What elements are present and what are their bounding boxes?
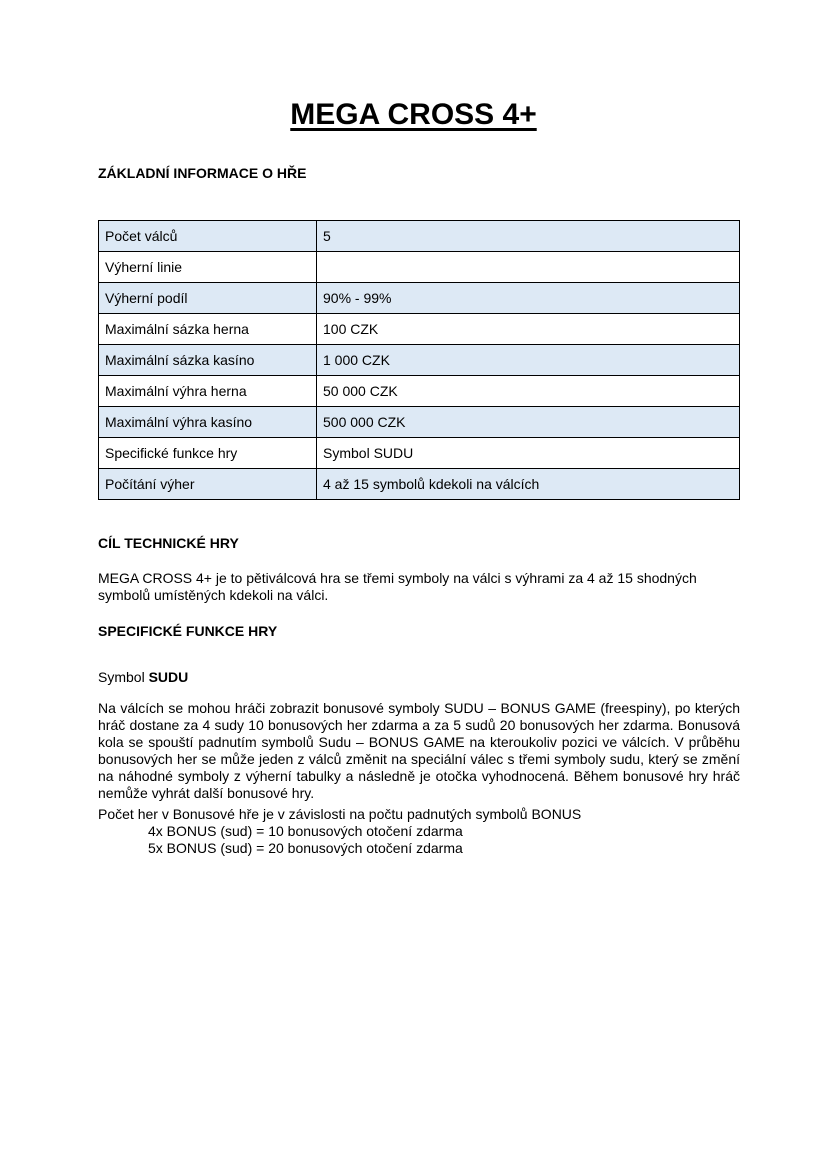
features-paragraph: Na válcích se mohou hráči zobrazit bonusové symboly SUDU – BONUS GAME (freespiny), po kterých hráč dostane za 4 sudy 10 bonusových her zdarma a za 5 sudů 20 bonusových her zdarma. Bonusová kola se spouští padnutím symbolů Sudu – BONUS GAME na kteroukoliv pozici ve válcích. V průběhu bonusových her se může jeden z válců změnit na speciální válec s třemi symboly sudu, který se změní na náhodné symboly z výherní tabulky a následně je otočka vyhodnocená. Během bonusové hry hráč nemůže vyhrát další bonusové hry.	[98, 700, 740, 801]
table-row	[99, 469, 740, 500]
row-value: 50 000 CZK	[317, 376, 740, 407]
row-value: 4 až 15 symbolů kdekoli na válcích	[317, 469, 740, 500]
bonus-rule: 5x BONUS (sud) = 20 bonusových otočení zdarma	[148, 840, 463, 856]
row-label: Specifické funkce hry	[99, 438, 317, 469]
table-row	[99, 438, 740, 469]
row-value: 100 CZK	[317, 314, 740, 345]
row-label: Maximální sázka herna	[99, 314, 317, 345]
bonus-rule: 4x BONUS (sud) = 10 bonusových otočení zdarma	[148, 823, 463, 839]
goal-paragraph: MEGA CROSS 4+ je to pětiválcová hra se třemi symboly na válci s výhrami za 4 až 15 shodných symbolů umístěných kdekoli na válci.	[98, 570, 697, 603]
row-label: Maximální výhra kasíno	[99, 407, 317, 438]
section-heading-goal: CÍL TECHNICKÉ HRY	[98, 535, 239, 551]
symbol-heading	[98, 669, 740, 686]
game-info-table	[98, 220, 740, 500]
row-value: 90% - 99%	[317, 283, 740, 314]
document-title	[0, 98, 827, 132]
table-row	[99, 314, 740, 345]
section-heading-features: SPECIFICKÉ FUNKCE HRY	[98, 623, 278, 639]
row-label: Počítání výher	[99, 469, 317, 500]
title-text: MEGA CROSS 4+	[290, 98, 537, 131]
row-label: Výherní linie	[99, 252, 317, 283]
table-row	[99, 345, 740, 376]
row-value: 1 000 CZK	[317, 345, 740, 376]
table-row	[99, 407, 740, 438]
row-value: 5	[317, 221, 740, 252]
row-value: Symbol SUDU	[317, 438, 740, 469]
row-label: Maximální výhra herna	[99, 376, 317, 407]
row-value	[317, 252, 740, 283]
table-row	[99, 283, 740, 314]
row-label: Výherní podíl	[99, 283, 317, 314]
row-value: 500 000 CZK	[317, 407, 740, 438]
bonus-count-text: Počet her v Bonusové hře je v závislosti na počtu padnutých symbolů BONUS	[98, 806, 582, 822]
symbol-name: SUDU	[148, 669, 189, 685]
symbol-label: Symbol	[98, 669, 149, 685]
table-row	[99, 252, 740, 283]
section-heading-basic-info: ZÁKLADNÍ INFORMACE O HŘE	[98, 165, 307, 181]
table-row	[99, 376, 740, 407]
table-row	[99, 221, 740, 252]
row-label: Počet válců	[99, 221, 317, 252]
row-label: Maximální sázka kasíno	[99, 345, 317, 376]
